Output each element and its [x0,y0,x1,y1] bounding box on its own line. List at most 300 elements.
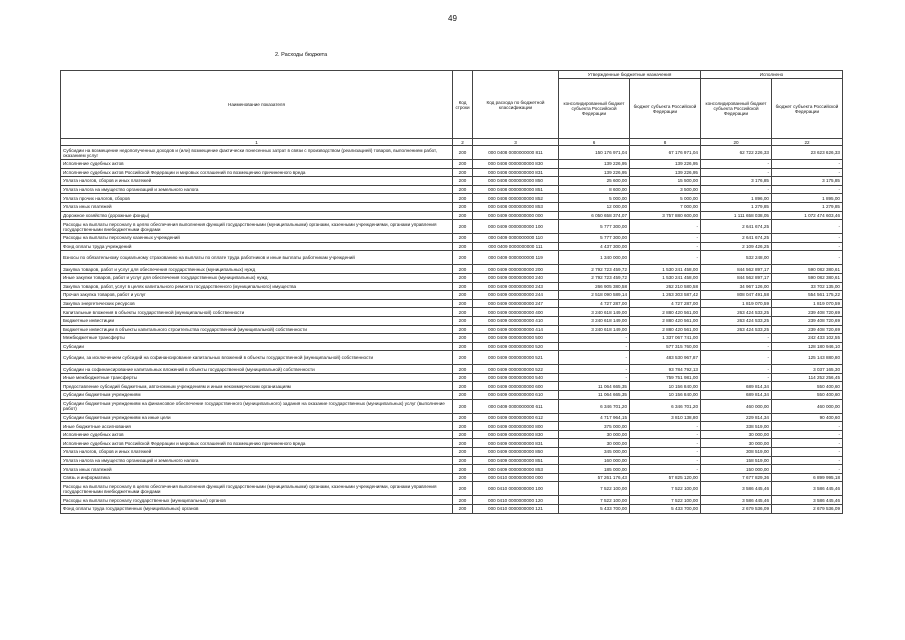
row-code: 200 [453,351,473,365]
row-classification: 000 0409 0000000000 243 [473,282,559,291]
table-row [61,325,843,334]
row-classification: 000 0409 0000000000 612 [473,413,559,422]
row-name: Межбюджетные трансферты [61,334,453,343]
row-approved-subject: 262 210 580,58 [630,282,701,291]
row-code: 200 [453,211,473,220]
row-approved-consolidated: - [559,351,630,365]
row-executed-subject: - [772,168,843,177]
row-approved-consolidated: 3 240 618 149,00 [559,325,630,334]
row-classification: 000 0409 0000000000 247 [473,299,559,308]
row-name: Прочая закупка товаров, работ и услуг [61,291,453,300]
row-executed-subject: - [772,251,843,265]
row-executed-consolidated: 3 586 445,46 [701,496,772,505]
row-name: Уплата налогов, сборов и иных платежей [61,448,453,457]
row-code: 200 [453,473,473,482]
row-executed-subject: 239 408 720,69 [772,325,843,334]
row-executed-consolidated: 844 562 897,17 [701,265,772,274]
row-executed-subject: 3 037 165,30 [772,365,843,374]
table-row [61,391,843,400]
row-approved-subject: 3 757 880 600,00 [630,211,701,220]
row-approved-consolidated: 6 050 658 374,07 [559,211,630,220]
table-row [61,273,843,282]
row-classification: 000 0408 0000000000 852 [473,194,559,203]
row-name: Субсидии бюджетным учреждениям на финансовое обеспечение государственного (муниципального) задания на оказание государственных (муниципальных) услуг (выполнение работ) [61,399,453,413]
row-approved-subject: 577 315 760,00 [630,342,701,351]
row-code: 200 [453,448,473,457]
row-code: 200 [453,365,473,374]
table-row [61,316,843,325]
row-classification: 000 0409 0000000000 522 [473,365,559,374]
row-code: 200 [453,220,473,234]
row-classification: 000 0409 0000000000 240 [473,273,559,282]
row-executed-subject: 90 400,60 [772,413,843,422]
row-executed-consolidated: 338 519,00 [701,422,772,431]
row-approved-subject: - [630,234,701,243]
row-approved-consolidated: 11 064 665,35 [559,382,630,391]
row-approved-consolidated: 4 717 964,15 [559,413,630,422]
row-executed-subject: 33 702 135,00 [772,282,843,291]
table-row [61,202,843,211]
row-approved-subject: 57 825 120,00 [630,473,701,482]
row-executed-consolidated: - [701,373,772,382]
row-executed-subject: 590 082 380,61 [772,265,843,274]
row-approved-subject: - [630,220,701,234]
header-name: Наименование показателя [61,71,453,139]
row-name: Дорожное хозяйство (дорожные фонды) [61,211,453,220]
table-row [61,308,843,317]
row-approved-subject: 1 337 067 741,00 [630,334,701,343]
row-name: Уплата налогов, сборов и иных платежей [61,177,453,186]
row-code: 200 [453,177,473,186]
row-code: 200 [453,456,473,465]
row-approved-subject: 1 530 241 458,00 [630,273,701,282]
row-approved-consolidated: 25 600,00 [559,177,630,186]
page-number: 49 [448,14,457,23]
row-executed-subject: 239 408 720,69 [772,316,843,325]
row-approved-consolidated: 11 064 665,35 [559,391,630,400]
row-code: 200 [453,242,473,251]
row-executed-consolidated: 2 641 674,25 [701,234,772,243]
row-name: Бюджетные инвестиции в объекты капитального строительства государственной (муниципальной) собственности [61,325,453,334]
row-approved-consolidated: 375 000,00 [559,422,630,431]
table-row [61,373,843,382]
table-row [61,234,843,243]
row-name: Расходы на выплаты персоналу казенных учреждений [61,234,453,243]
table-body [61,146,843,514]
row-executed-consolidated: 308 519,00 [701,448,772,457]
row-executed-consolidated: 689 814,34 [701,382,772,391]
row-code: 200 [453,342,473,351]
row-executed-consolidated: 30 000,00 [701,439,772,448]
row-approved-subject: 1 530 241 458,00 [630,265,701,274]
row-name: Уплата налога на имущество организаций и земельного налога [61,456,453,465]
row-code: 200 [453,430,473,439]
row-approved-subject: - [630,430,701,439]
section-title: 2. Расходы бюджета [275,52,328,58]
row-classification: 000 0408 0000000000 831 [473,168,559,177]
row-approved-consolidated: - [559,342,630,351]
row-name: Бюджетные инвестиции [61,316,453,325]
row-executed-subject: 242 433 102,55 [772,334,843,343]
row-name: Иные закупки товаров, работ и услуг для обеспечения государственных (муниципальных) нужд [61,273,453,282]
row-code: 200 [453,202,473,211]
row-approved-consolidated: - [559,373,630,382]
row-executed-subject: 550 400,60 [772,391,843,400]
row-code: 200 [453,422,473,431]
table-row [61,365,843,374]
row-executed-consolidated: 263 424 533,25 [701,316,772,325]
row-code: 200 [453,160,473,169]
row-executed-consolidated: 2 679 536,09 [701,505,772,514]
row-approved-consolidated: 4 437 300,00 [559,242,630,251]
row-executed-consolidated: 34 967 126,00 [701,282,772,291]
row-executed-subject: 114 252 256,45 [772,373,843,382]
row-approved-subject: 5 000,00 [630,194,701,203]
row-name: Субсидии, за исключением субсидий на софинансирование капитальных вложений в объекты государственной (муниципальной) собственности [61,351,453,365]
row-code: 200 [453,273,473,282]
row-approved-subject: 93 784 792,13 [630,365,701,374]
header-executed-consolidated: консолидированный бюджет субъекта Российской Федерации [701,79,772,139]
row-code: 200 [453,282,473,291]
row-name: Субсидии на софинансирование капитальных вложений в объекты государственной (муниципальной) собственности [61,365,453,374]
row-executed-subject: 3 586 445,46 [772,496,843,505]
table-row [61,211,843,220]
row-approved-consolidated: - [559,334,630,343]
row-executed-subject: 590 082 380,61 [772,273,843,282]
row-name: Связь и информатика [61,473,453,482]
row-classification: 000 0409 0000000000 851 [473,456,559,465]
row-executed-consolidated: 808 047 491,58 [701,291,772,300]
row-approved-consolidated: 12 000,00 [559,202,630,211]
row-approved-subject: 6 346 701,20 [630,399,701,413]
table-row [61,399,843,413]
row-classification: 000 0409 0000000000 410 [473,316,559,325]
row-name: Расходы на выплаты персоналу в целях обеспечения выполнения функций государственными (муниципальными) органами, казенными учреждениями, органами управления государственными внебюджетными фондами [61,482,453,496]
row-classification: 000 0409 0000000000 400 [473,308,559,317]
row-code: 200 [453,505,473,514]
row-approved-consolidated: 4 727 287,00 [559,299,630,308]
row-approved-subject: - [630,448,701,457]
row-code: 200 [453,291,473,300]
table-row [61,299,843,308]
table-row [61,160,843,169]
row-executed-subject: 1 279,85 [772,202,843,211]
header-executed-group: Исполнено [701,71,843,79]
row-approved-subject: - [630,439,701,448]
row-approved-subject: 2 880 420 561,00 [630,308,701,317]
row-classification: 000 0408 0000000000 850 [473,177,559,186]
row-approved-consolidated: 7 522 100,00 [559,482,630,496]
row-approved-subject: 5 433 700,00 [630,505,701,514]
row-approved-consolidated: - [559,365,630,374]
row-approved-consolidated: 8 600,00 [559,185,630,194]
row-approved-subject: 7 522 100,00 [630,482,701,496]
row-approved-subject: 139 226,95 [630,168,701,177]
row-approved-consolidated: 6 346 701,20 [559,399,630,413]
row-approved-consolidated: 2 792 723 459,72 [559,273,630,282]
row-approved-subject: 2 880 420 561,00 [630,316,701,325]
row-approved-consolidated: 30 000,00 [559,430,630,439]
row-code: 200 [453,194,473,203]
row-code: 200 [453,251,473,265]
row-executed-consolidated: - [701,365,772,374]
row-name: Расходы на выплаты персоналу государственных (муниципальных) органов [61,496,453,505]
table-row [61,251,843,265]
row-executed-subject: 2 679 536,09 [772,505,843,514]
row-name: Уплата прочих налогов, сборов [61,194,453,203]
table-row [61,430,843,439]
row-name: Фонд оплаты труда учреждений [61,242,453,251]
row-executed-consolidated: 1 111 658 038,05 [701,211,772,220]
table-row [61,334,843,343]
row-executed-consolidated: 1 896,00 [701,194,772,203]
row-classification: 000 0409 0000000000 520 [473,342,559,351]
row-approved-consolidated: 2 792 723 459,72 [559,265,630,274]
row-executed-consolidated: - [701,334,772,343]
table-row [61,242,843,251]
table-row [61,439,843,448]
row-code: 200 [453,482,473,496]
row-name: Субсидии на возмещение недополученных доходов и (или) возмещение фактически понесенных затрат в связи с производством (реализацией) товаров, выполнением работ, оказанием услуг [61,146,453,160]
row-code: 200 [453,316,473,325]
row-executed-subject: 3 175,85 [772,177,843,186]
row-name: Уплата иных платежей [61,465,453,474]
row-classification: 000 0409 0000000000 100 [473,220,559,234]
header-approved-group: Утвержденные бюджетные назначения [559,71,701,79]
table-row [61,351,843,365]
row-approved-consolidated: 266 905 380,58 [559,282,630,291]
row-approved-consolidated: 30 000,00 [559,439,630,448]
row-executed-consolidated: - [701,351,772,365]
table-row [61,342,843,351]
row-executed-subject: - [772,234,843,243]
row-code: 200 [453,399,473,413]
row-executed-subject: - [772,160,843,169]
table-row [61,168,843,177]
row-executed-consolidated: 2 109 426,25 [701,242,772,251]
row-approved-subject: - [630,422,701,431]
table-row [61,422,843,431]
row-approved-consolidated: 345 000,00 [559,448,630,457]
table-row [61,505,843,514]
row-approved-consolidated: 1 340 000,00 [559,251,630,265]
table-row [61,382,843,391]
row-approved-subject: 10 156 840,00 [630,391,701,400]
row-executed-subject: 23 623 626,33 [772,146,843,160]
row-executed-consolidated: 7 677 829,36 [701,473,772,482]
header-approved-subject: бюджет субъекта Российской Федерации [630,79,701,139]
table-row [61,482,843,496]
row-name: Уплата налога на имущество организаций и земельного налога [61,185,453,194]
row-approved-consolidated: 139 226,95 [559,160,630,169]
row-code: 200 [453,382,473,391]
row-approved-subject: 3 810 138,80 [630,413,701,422]
row-approved-consolidated: 5 433 700,00 [559,505,630,514]
table-row [61,265,843,274]
row-executed-consolidated: 229 814,34 [701,413,772,422]
table-row [61,465,843,474]
row-code: 200 [453,334,473,343]
row-executed-subject: - [772,465,843,474]
table-row [61,194,843,203]
row-approved-consolidated: 150 176 971,04 [559,146,630,160]
row-code: 200 [453,168,473,177]
row-classification: 000 0409 0000000000 610 [473,391,559,400]
row-approved-subject: 139 226,95 [630,160,701,169]
row-classification: 000 0409 0000000000 244 [473,291,559,300]
row-executed-consolidated: 1 279,85 [701,202,772,211]
row-approved-subject: - [630,242,701,251]
header-executed-subject: бюджет субъекта Российской Федерации [772,79,843,139]
row-executed-consolidated: - [701,185,772,194]
row-name: Исполнение судебных актов Российской Федерации и мировых соглашений по возмещению причиненного вреда [61,439,453,448]
row-executed-subject: - [772,448,843,457]
row-approved-subject: 483 530 967,87 [630,351,701,365]
row-name: Исполнение судебных актов [61,160,453,169]
row-executed-consolidated: 460 000,00 [701,399,772,413]
row-classification: 000 0409 0000000000 111 [473,242,559,251]
row-approved-consolidated: 5 777 300,00 [559,234,630,243]
row-executed-consolidated: 30 000,00 [701,430,772,439]
row-executed-consolidated: 263 424 533,25 [701,325,772,334]
table-row [61,185,843,194]
row-approved-subject: 4 727 287,00 [630,299,701,308]
row-classification: 000 0409 0000000000 830 [473,430,559,439]
row-executed-subject: 6 899 995,18 [772,473,843,482]
row-executed-consolidated: 844 562 897,17 [701,273,772,282]
row-executed-subject: - [772,439,843,448]
row-name: Фонд оплаты труда государственных (муниципальных) органов [61,505,453,514]
row-approved-consolidated: 57 261 176,43 [559,473,630,482]
row-approved-subject: 15 500,00 [630,177,701,186]
row-name: Исполнение судебных актов [61,430,453,439]
row-executed-consolidated: 158 519,00 [701,456,772,465]
row-code: 200 [453,496,473,505]
table-row [61,282,843,291]
row-approved-consolidated: 139 226,95 [559,168,630,177]
row-executed-consolidated: 263 424 533,25 [701,308,772,317]
row-approved-subject: - [630,465,701,474]
row-code: 200 [453,265,473,274]
row-name: Закупка товаров, работ и услуг для обеспечения государственных (муниципальных) нужд [61,265,453,274]
row-executed-subject: - [772,242,843,251]
row-classification: 000 0409 0000000000 850 [473,448,559,457]
row-classification: 000 0410 0000000000 000 [473,473,559,482]
row-classification: 000 0409 0000000000 600 [473,382,559,391]
row-approved-subject: 7 522 100,00 [630,496,701,505]
row-code: 200 [453,439,473,448]
row-name: Предоставление субсидий бюджетным, автономным учреждениям и иным некоммерческим организациям [61,382,453,391]
row-classification: 000 0408 0000000000 853 [473,202,559,211]
table-row [61,448,843,457]
row-executed-consolidated: 3 586 445,46 [701,482,772,496]
row-name: Уплата иных платежей [61,202,453,211]
row-name: Закупка товаров, работ, услуг в целях капитального ремонта государственного (муниципального) имущества [61,282,453,291]
table-row [61,146,843,160]
row-executed-subject: - [772,422,843,431]
row-executed-consolidated: 689 814,34 [701,391,772,400]
row-executed-subject: 1 895,00 [772,194,843,203]
row-code: 200 [453,308,473,317]
row-executed-subject: - [772,430,843,439]
row-executed-consolidated: 1 819 070,59 [701,299,772,308]
row-name: Закупка энергетических ресурсов [61,299,453,308]
row-approved-subject: - [630,251,701,265]
row-executed-consolidated: 150 000,00 [701,465,772,474]
table-row [61,413,843,422]
row-executed-consolidated: 3 176,85 [701,177,772,186]
header-classification: Код расхода по бюджетной классификации [473,71,559,139]
row-approved-subject: 2 880 420 561,00 [630,325,701,334]
table-row [61,456,843,465]
row-executed-consolidated: - [701,168,772,177]
row-classification: 000 0409 0000000000 119 [473,251,559,265]
row-classification: 000 0410 0000000000 100 [473,482,559,496]
column-number: 22 [772,139,843,146]
row-name: Иные бюджетные ассигнования [61,422,453,431]
row-executed-subject: 3 586 445,46 [772,482,843,496]
row-executed-subject: 239 408 720,69 [772,308,843,317]
row-approved-consolidated: 185 000,00 [559,465,630,474]
row-classification: 000 0408 0000000000 830 [473,160,559,169]
table-row [61,291,843,300]
row-approved-subject: 759 751 981,00 [630,373,701,382]
row-code: 200 [453,234,473,243]
row-name: Капитальные вложения в объекты государственной (муниципальной) собственности [61,308,453,317]
column-number: 3 [473,139,559,146]
row-executed-consolidated: 2 641 674,25 [701,220,772,234]
row-classification: 000 0410 0000000000 121 [473,505,559,514]
row-executed-subject: 125 143 880,80 [772,351,843,365]
row-approved-consolidated: 2 518 090 589,14 [559,291,630,300]
row-name: Взносы по обязательному социальному страхованию на выплаты по оплате труда работников и иные выплаты работникам учреждений [61,251,453,265]
row-approved-consolidated: 3 240 618 149,00 [559,316,630,325]
row-classification: 000 0410 0000000000 120 [473,496,559,505]
row-executed-subject: 554 561 175,22 [772,291,843,300]
row-classification: 000 0409 0000000000 540 [473,373,559,382]
table-row [61,177,843,186]
row-approved-consolidated: 160 000,00 [559,456,630,465]
expenses-table [60,70,843,514]
row-executed-subject: 1 072 474 603,46 [772,211,843,220]
row-classification: 000 0409 0000000000 853 [473,465,559,474]
row-classification: 000 0409 0000000000 000 [473,211,559,220]
row-approved-subject: 7 000,00 [630,202,701,211]
row-classification: 000 0409 0000000000 521 [473,351,559,365]
row-code: 200 [453,391,473,400]
column-number: 20 [701,139,772,146]
row-name: Исполнение судебных актов Российской Федерации и мировых соглашений по возмещению причиненного вреда [61,168,453,177]
row-executed-subject: 550 400,60 [772,382,843,391]
row-approved-consolidated: 7 522 100,00 [559,496,630,505]
row-executed-consolidated: - [701,160,772,169]
table-row [61,473,843,482]
row-executed-consolidated: 532 248,00 [701,251,772,265]
row-executed-subject: 460 000,00 [772,399,843,413]
row-classification: 000 0409 0000000000 110 [473,234,559,243]
row-approved-consolidated: 5 000,00 [559,194,630,203]
row-name: Субсидии бюджетным учреждениям [61,391,453,400]
row-name: Субсидии [61,342,453,351]
row-executed-consolidated: 62 722 226,33 [701,146,772,160]
table-row [61,496,843,505]
row-classification: 000 0409 0000000000 831 [473,439,559,448]
row-code: 200 [453,299,473,308]
row-name: Расходы на выплаты персоналу в целях обеспечения выполнения функций государственными (муниципальными) органами, казенными учреждениями, органами управления государственными внебюджетными фондами [61,220,453,234]
row-approved-consolidated: 5 777 300,00 [559,220,630,234]
row-executed-subject: - [772,220,843,234]
row-name: Иные межбюджетные трансферты [61,373,453,382]
